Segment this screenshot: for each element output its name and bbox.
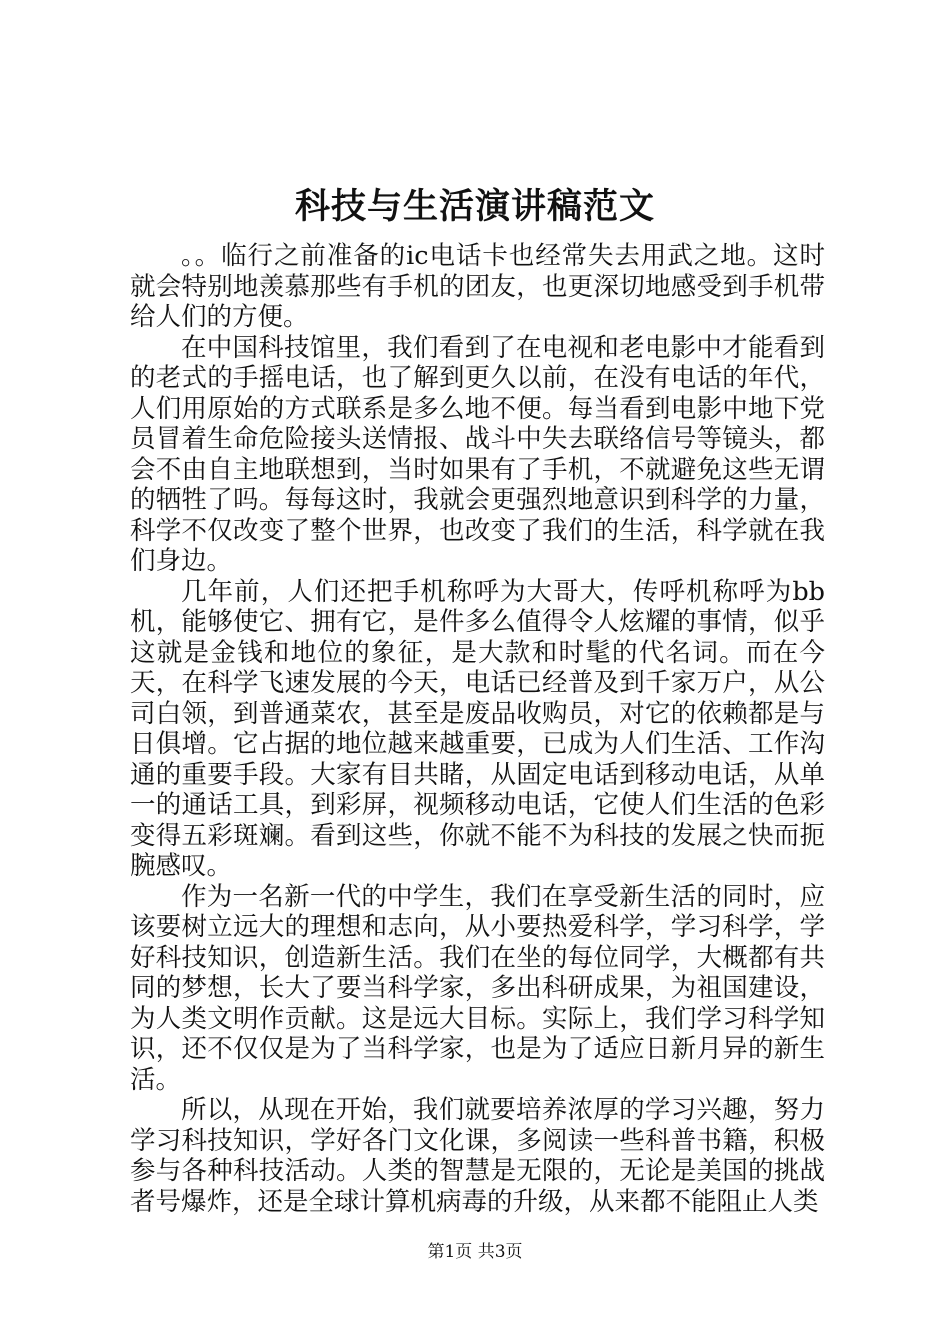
document-title: 科技与生活演讲稿范文	[294, 186, 655, 227]
paragraph: 在中国科技馆里，我们看到了在电视和老电影中才能看到的老式的手摇电话，也了解到更久以前，在没有电话的年代，人们用原始的方式联系是多么地不便。每当看到电影中地下党员冒着生命危险接头送情报、战斗中失去联络信号等镜头，都会不由自主地联想到，当时如果有了手机，不就避免这些无谓的牺牲了吗。每每这时，我就会更强烈地意识到科学的力量，科学不仅改变了整个世界，也改变了我们的生活，科学就在我们身边。	[130, 332, 825, 576]
document-body	[130, 241, 825, 1217]
paragraph: 几年前，人们还把手机称呼为大哥大，传呼机称呼为bb机，能够使它、拥有它，是件多么值得令人炫耀的事情，似乎这就是金钱和地位的象征，是大款和时髦的代名词。而在今天，在科学飞速发展的今天，电话已经普及到千家万户，从公司白领，到普通菜农，甚至是废品收购员，对它的依赖都是与日俱增。它占据的地位越来越重要，已成为人们生活、工作沟通的重要手段。大家有目共睹，从固定电话到移动电话，从单一的通话工具，到彩屏，视频移动电话，它使人们生活的色彩变得五彩斑斓。看到这些，你就不能不为科技的发展之快而扼腕感叹。	[130, 576, 825, 881]
paragraph: 所以，从现在开始，我们就要培养浓厚的学习兴趣，努力学习科技知识，学好各门文化课，多阅读一些科普书籍，积极参与各种科技活动。人类的智慧是无限的，无论是美国的挑战者号爆炸，还是全球计算机病毒的升级，从来都不能阻止人类	[130, 1095, 825, 1217]
paragraph: 。。临行之前准备的ic电话卡也经常失去用武之地。这时就会特别地羡慕那些有手机的团友，也更深切地感受到手机带给人们的方便。	[130, 241, 825, 332]
paragraph: 作为一名新一代的中学生，我们在享受新生活的同时，应该要树立远大的理想和志向，从小要热爱科学，学习科学，学好科技知识，创造新生活。我们在坐的每位同学，大概都有共同的梦想，长大了要当科学家，多出科研成果，为祖国建设，为人类文明作贡献。这是远大目标。实际上，我们学习科学知识，还不仅仅是为了当科学家，也是为了适应日新月异的新生活。	[130, 881, 825, 1095]
page-footer: 第1页 共3页	[427, 1242, 523, 1262]
